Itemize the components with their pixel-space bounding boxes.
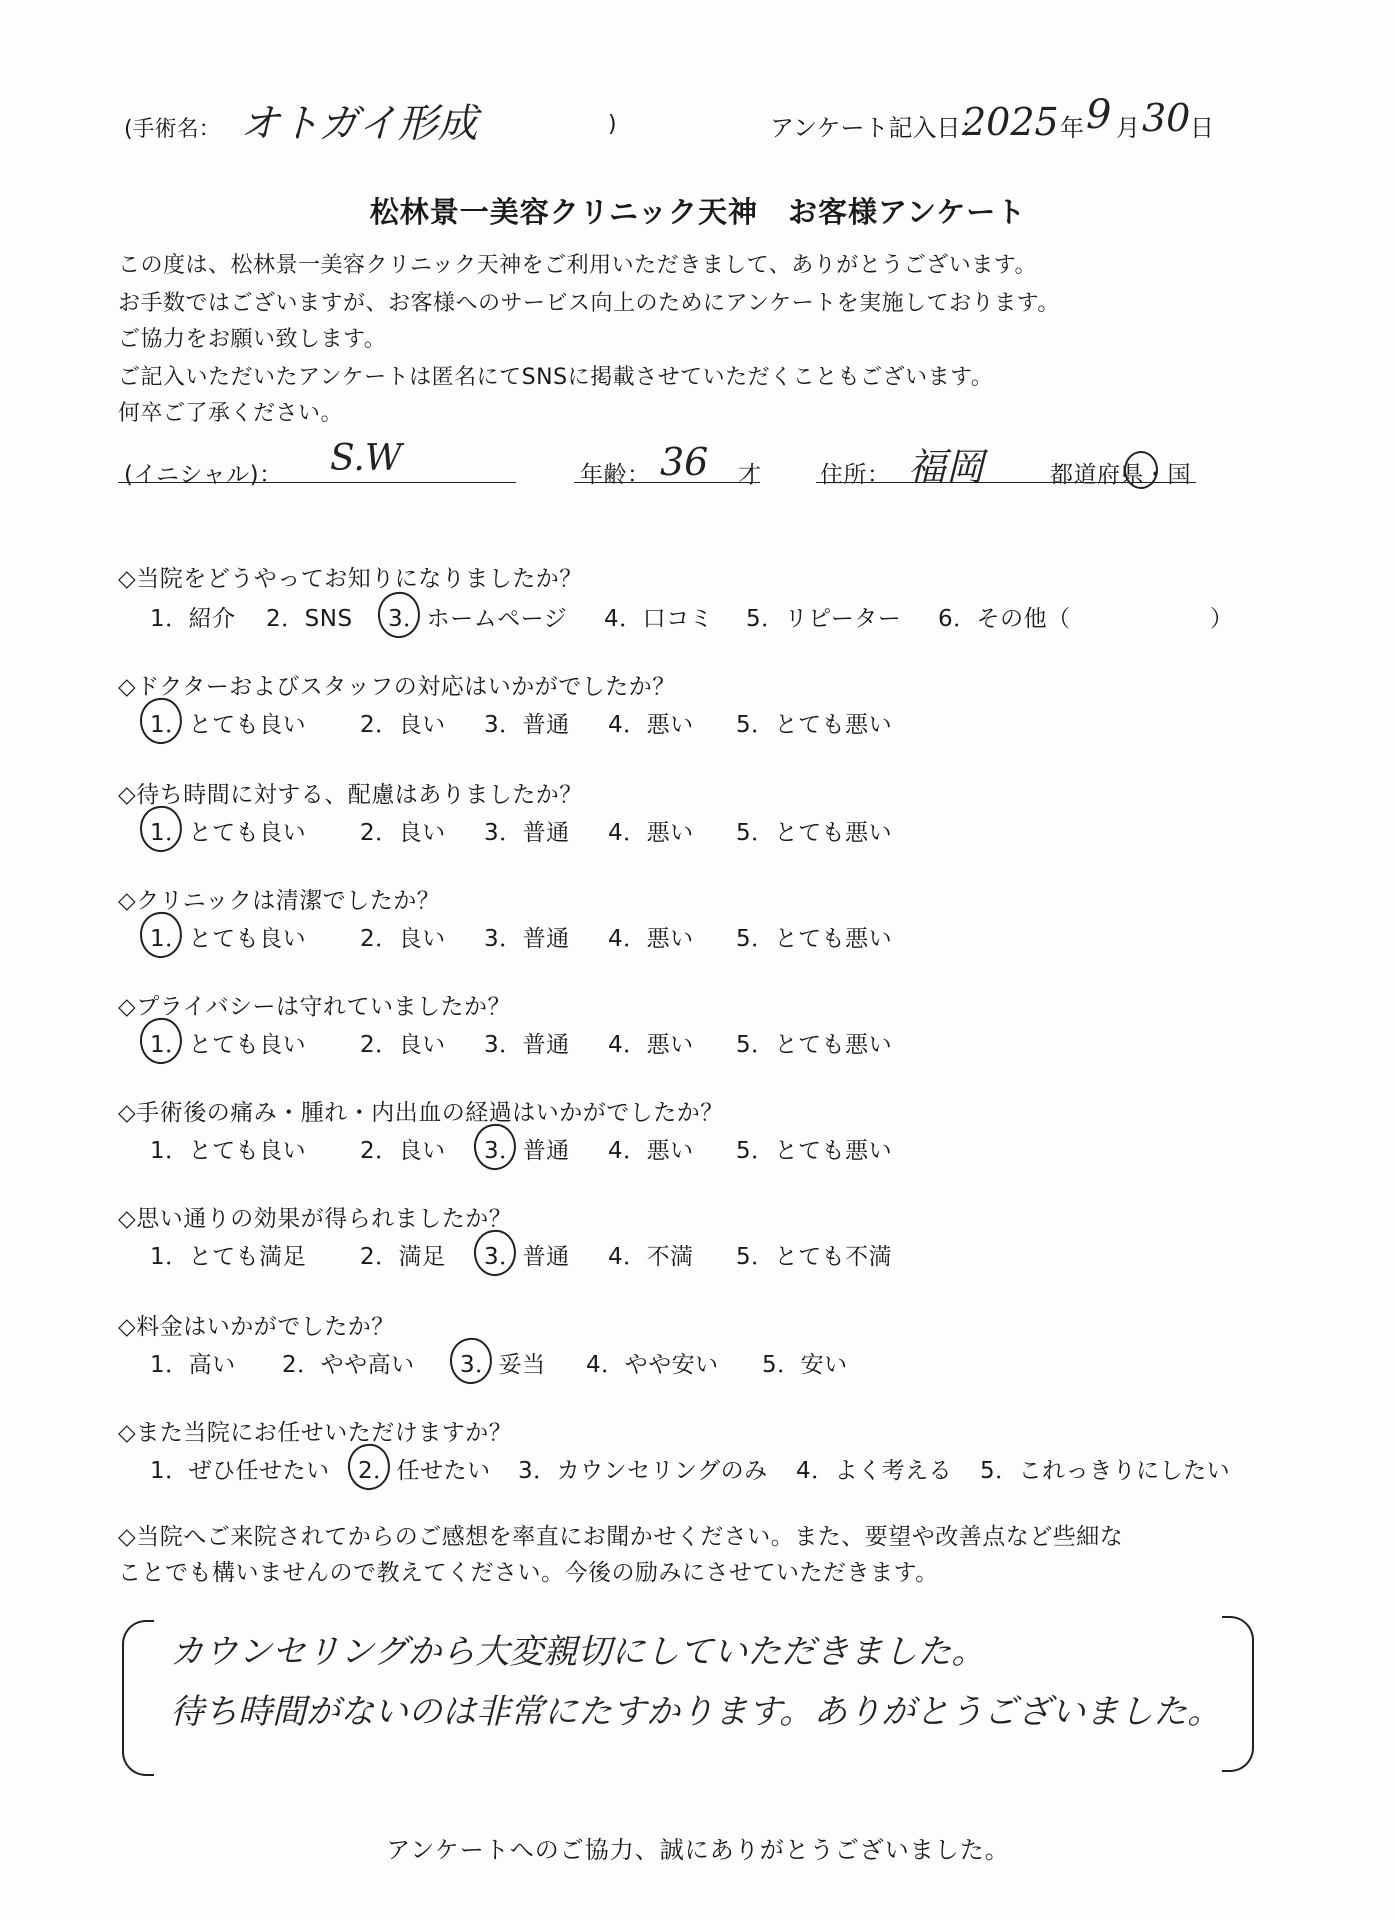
survey-date-label: アンケート記入日：: [770, 114, 985, 142]
option: 4．不満: [608, 1244, 694, 1270]
surgery-name-value: オトガイ形成: [240, 101, 478, 147]
surgery-name-label: (手術名：: [124, 117, 221, 142]
option: 1．とても良い: [150, 706, 306, 739]
option: 2．満足: [360, 1244, 446, 1270]
option: 6．その他（: [938, 606, 1071, 632]
option: 3．普通: [484, 820, 570, 846]
option: 5．とても不満: [736, 1244, 893, 1270]
address-underline: [816, 482, 1196, 483]
survey-date-month-unit: 月: [1116, 114, 1140, 142]
initial-label: (イニシャル)：: [124, 462, 283, 488]
age-label: 年齢：: [580, 462, 651, 488]
option: 4．悪い: [608, 1032, 694, 1058]
surgery-name-close-paren: ): [608, 112, 617, 137]
option: 4．悪い: [608, 820, 694, 846]
option: 2．任せたい: [358, 1452, 491, 1485]
survey-date-year: 2025: [962, 100, 1059, 144]
comment-answer-line: 待ち時間がないのは非常にたすかります。ありがとうございました。: [170, 1692, 1222, 1732]
survey-date-month: 9: [1086, 92, 1112, 138]
intro-line: お手数ではございますが、お客様へのサービス向上のためにアンケートを実施しております。: [118, 291, 1060, 316]
option: 2．良い: [360, 1138, 446, 1164]
selected-circle-mark: [447, 1335, 495, 1386]
question-title: ◇料金はいかがでしたか？: [118, 1314, 395, 1340]
intro-line: 何卒ご了承ください。: [118, 401, 344, 426]
survey-date-day-unit: 日: [1190, 114, 1214, 142]
option: 5．リピーター: [746, 606, 902, 632]
question-title: ◇プライバシーは守れていましたか？: [118, 994, 512, 1020]
age-unit: 才: [738, 462, 762, 488]
option: 5．とても悪い: [736, 1138, 893, 1164]
option: 4．やや安い: [586, 1352, 719, 1378]
option: 2．良い: [360, 712, 446, 738]
option: 2．良い: [360, 820, 446, 846]
option: 4．口コミ: [604, 606, 714, 632]
option-close-paren: ）: [1210, 606, 1234, 632]
option: 1．とても良い: [150, 1138, 307, 1164]
prefecture-circle-mark: [1124, 451, 1158, 489]
footer-thanks: アンケートへのご協力、誠にありがとうございました。: [386, 1836, 1010, 1864]
option: 3．普通: [484, 712, 570, 738]
option: 5．安い: [762, 1352, 848, 1378]
selected-circle-mark: [375, 589, 423, 640]
option: 4．悪い: [608, 712, 694, 738]
option: 1．紹介: [150, 606, 236, 632]
survey-date-year-unit: 年: [1060, 114, 1084, 142]
option: 2．良い: [360, 926, 446, 952]
option: 1．とても良い: [150, 814, 306, 847]
question-title: ◇当院をどうやってお知りになりましたか？: [118, 566, 583, 592]
page-title: 松林景一美容クリニック天神 お客様アンケート: [369, 195, 1027, 229]
comment-bracket-left: [122, 1620, 154, 1776]
address-suffix: 都道府県・国: [1050, 462, 1191, 488]
selected-circle-mark: [137, 803, 185, 854]
address-label: 住所：: [820, 462, 891, 488]
selected-circle-mark: [137, 909, 185, 960]
option: 3．普通: [484, 1132, 570, 1165]
question-title: ◇待ち時間に対する、配慮はありましたか？: [118, 782, 583, 808]
option: 4．悪い: [608, 1138, 694, 1164]
option: 3．普通: [484, 1032, 570, 1058]
address-value: 福岡: [908, 445, 985, 489]
age-value: 36: [660, 440, 709, 484]
option: 2．SNS: [266, 606, 353, 632]
option: 5．とても悪い: [736, 1032, 893, 1058]
question-title: ◇クリニックは清潔でしたか？: [118, 888, 441, 914]
comment-bracket-right: [1222, 1616, 1254, 1772]
intro-line: ご記入いただいたアンケートは匿名にてSNSに掲載させていただくこともございます。: [118, 365, 994, 390]
question-title: ◇ドクターおよびスタッフの対応はいかがでしたか？: [118, 674, 676, 700]
option: 3．カウンセリングのみ: [518, 1458, 768, 1484]
selected-circle-mark: [471, 1227, 519, 1278]
comment-prompt-line: ◇当院へご来院されてからのご感想を率直にお聞かせください。また、要望や改善点など些細な: [118, 1524, 1124, 1550]
intro-line: ご協力をお願い致します。: [118, 327, 387, 352]
option: 3．普通: [484, 926, 570, 952]
option: 5．これっきりにしたい: [980, 1458, 1231, 1484]
option: 5．とても悪い: [736, 926, 893, 952]
option: 4．悪い: [608, 926, 694, 952]
question-title: ◇手術後の痛み・腫れ・内出血の経過はいかがでしたか？: [118, 1100, 724, 1126]
option: 1．とても良い: [150, 920, 306, 953]
survey-date-day: 30: [1142, 96, 1191, 140]
option: 5．とても悪い: [736, 712, 893, 738]
option: 1．高い: [150, 1352, 236, 1378]
selected-circle-mark: [345, 1441, 393, 1492]
question-title: ◇思い通りの効果が得られましたか？: [118, 1206, 513, 1232]
age-underline: [574, 482, 760, 483]
selected-circle-mark: [471, 1121, 519, 1172]
question-title: ◇また当院にお任せいただけますか？: [118, 1420, 513, 1446]
option: 4．よく考える: [796, 1458, 953, 1484]
selected-circle-mark: [137, 695, 185, 746]
option: 2．やや高い: [282, 1352, 415, 1378]
option: 1．ぜひ任せたい: [150, 1458, 330, 1484]
option: 2．良い: [360, 1032, 446, 1058]
option: 5．とても悪い: [736, 820, 893, 846]
option: 1．とても満足: [150, 1244, 307, 1270]
option: 3．妥当: [460, 1346, 546, 1379]
initial-underline: [118, 482, 516, 483]
intro-line: この度は、松林景一美容クリニック天神をご利用いただきまして、ありがとうございます。: [118, 253, 1037, 278]
option: 1．とても良い: [150, 1026, 306, 1059]
initial-value: S.W: [330, 438, 402, 479]
comment-answer-line: カウンセリングから大変親切にしていただきました。: [170, 1632, 986, 1672]
option: 3．普通: [484, 1238, 570, 1271]
selected-circle-mark: [137, 1015, 185, 1066]
option: 3．ホームページ: [388, 600, 567, 633]
comment-prompt-line: ことでも構いませんので教えてください。今後の励みにさせていただきます。: [118, 1560, 939, 1586]
